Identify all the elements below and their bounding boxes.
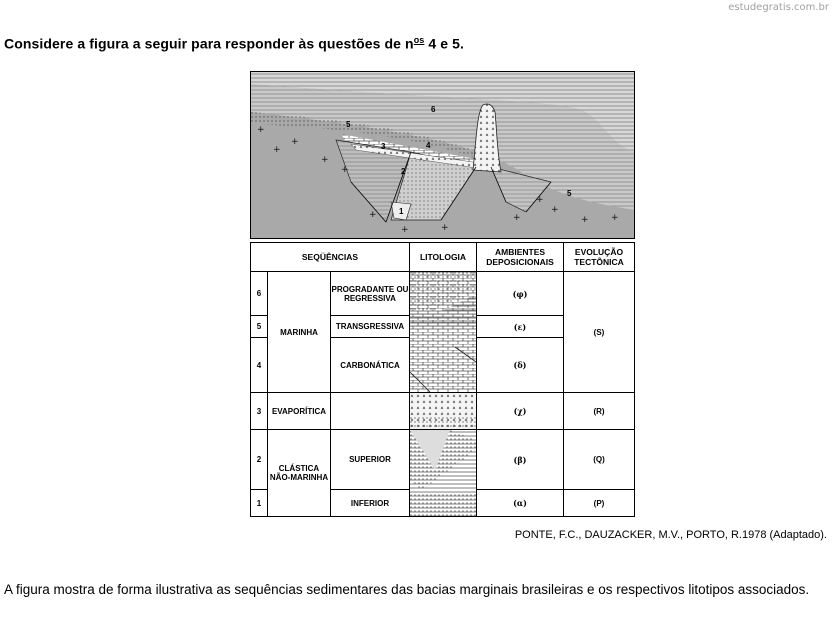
lithology-clastica-drawing (410, 430, 476, 516)
evolucao-P: (P) (564, 490, 635, 517)
evolucao-R: (R) (564, 393, 635, 430)
header-litologia: LITOLOGIA (410, 243, 477, 272)
header-evolucao: EVOLUÇÃO TECTÔNICA (564, 243, 635, 272)
row-num-4: 4 (251, 338, 268, 393)
svg-text:+: + (536, 195, 544, 205)
ambiente-5: (ε) (477, 316, 564, 338)
sequence-table (250, 242, 635, 517)
ambiente-2: (β) (477, 430, 564, 490)
ambiente-4: (δ) (477, 338, 564, 393)
lithology-clastica (410, 430, 477, 517)
sub-inferior: INFERIOR (331, 490, 410, 517)
ambiente-6: (φ) (477, 272, 564, 316)
svg-text:+: + (321, 155, 329, 165)
question-prefix: Considere a figura a seguir para responder às questões de n (4, 35, 414, 52)
source-citation: PONTE, F.C., DAUZACKER, M.V., PORTO, R.1978 (Adaptado). (514, 529, 827, 541)
lithology-evaporitica (410, 393, 477, 430)
layer-label-4: 4 (426, 141, 431, 150)
sub-carbonatica: CARBONÁTICA (331, 338, 410, 393)
layer-label-1: 1 (399, 207, 404, 216)
svg-text:+: + (273, 145, 281, 155)
question-suffix: 4 e 5. (424, 35, 465, 52)
layer-label-6: 6 (431, 105, 436, 114)
layer-label-5: 5 (346, 120, 351, 129)
row-num-3: 3 (251, 393, 268, 430)
caption-text: A figura mostra de forma ilustrativa as sequências sedimentares das bacias marginais brasileiras e os respectivos litotipos associados. (4, 582, 810, 597)
sub-evaporitica-empty (331, 393, 410, 430)
cross-section-figure (250, 71, 635, 239)
ambiente-3: (χ) (477, 393, 564, 430)
svg-text:+: + (581, 215, 589, 225)
watermark: estudegratis.com.br (728, 2, 829, 13)
sub-superior: SUPERIOR (331, 430, 410, 490)
header-ambientes: AMBIENTES DEPOSICIONAIS (477, 243, 564, 272)
row-num-6: 6 (251, 272, 268, 316)
svg-text:+: + (341, 165, 349, 175)
question-superscript: os (413, 35, 425, 45)
row-num-1: 1 (251, 490, 268, 517)
group-clastica: CLÁSTICA NÃO-MARINHA (268, 430, 331, 517)
group-evaporitica: EVAPORÍTICA (268, 393, 331, 430)
cross-section-drawing (251, 72, 635, 239)
lithology-marinha (410, 272, 477, 393)
svg-text:+: + (257, 125, 265, 135)
layer-label-5b: 5 (567, 189, 572, 198)
ambiente-1: (α) (477, 490, 564, 517)
row-num-5: 5 (251, 316, 268, 338)
svg-text:+: + (513, 213, 521, 223)
lithology-marinha-drawing (410, 272, 476, 392)
evolucao-S: (S) (564, 272, 635, 393)
sub-progradante: PROGRADANTE OU REGRESSIVA (331, 272, 410, 316)
svg-text:+: + (291, 137, 299, 147)
group-marinha: MARINHA (268, 272, 331, 393)
evolucao-Q: (Q) (564, 430, 635, 490)
layer-label-3: 3 (381, 142, 386, 151)
layer-label-2: 2 (401, 167, 406, 176)
svg-text:+: + (401, 225, 409, 235)
header-sequencias: SEQÜÊNCIAS (251, 243, 410, 272)
lithology-evaporitica-drawing (410, 393, 476, 429)
svg-text:+: + (441, 223, 449, 233)
svg-text:+: + (369, 210, 377, 220)
row-num-2: 2 (251, 430, 268, 490)
svg-text:+: + (551, 205, 559, 215)
svg-text:+: + (611, 213, 619, 223)
question-text (4, 35, 464, 52)
sub-transgressiva: TRANSGRESSIVA (331, 316, 410, 338)
